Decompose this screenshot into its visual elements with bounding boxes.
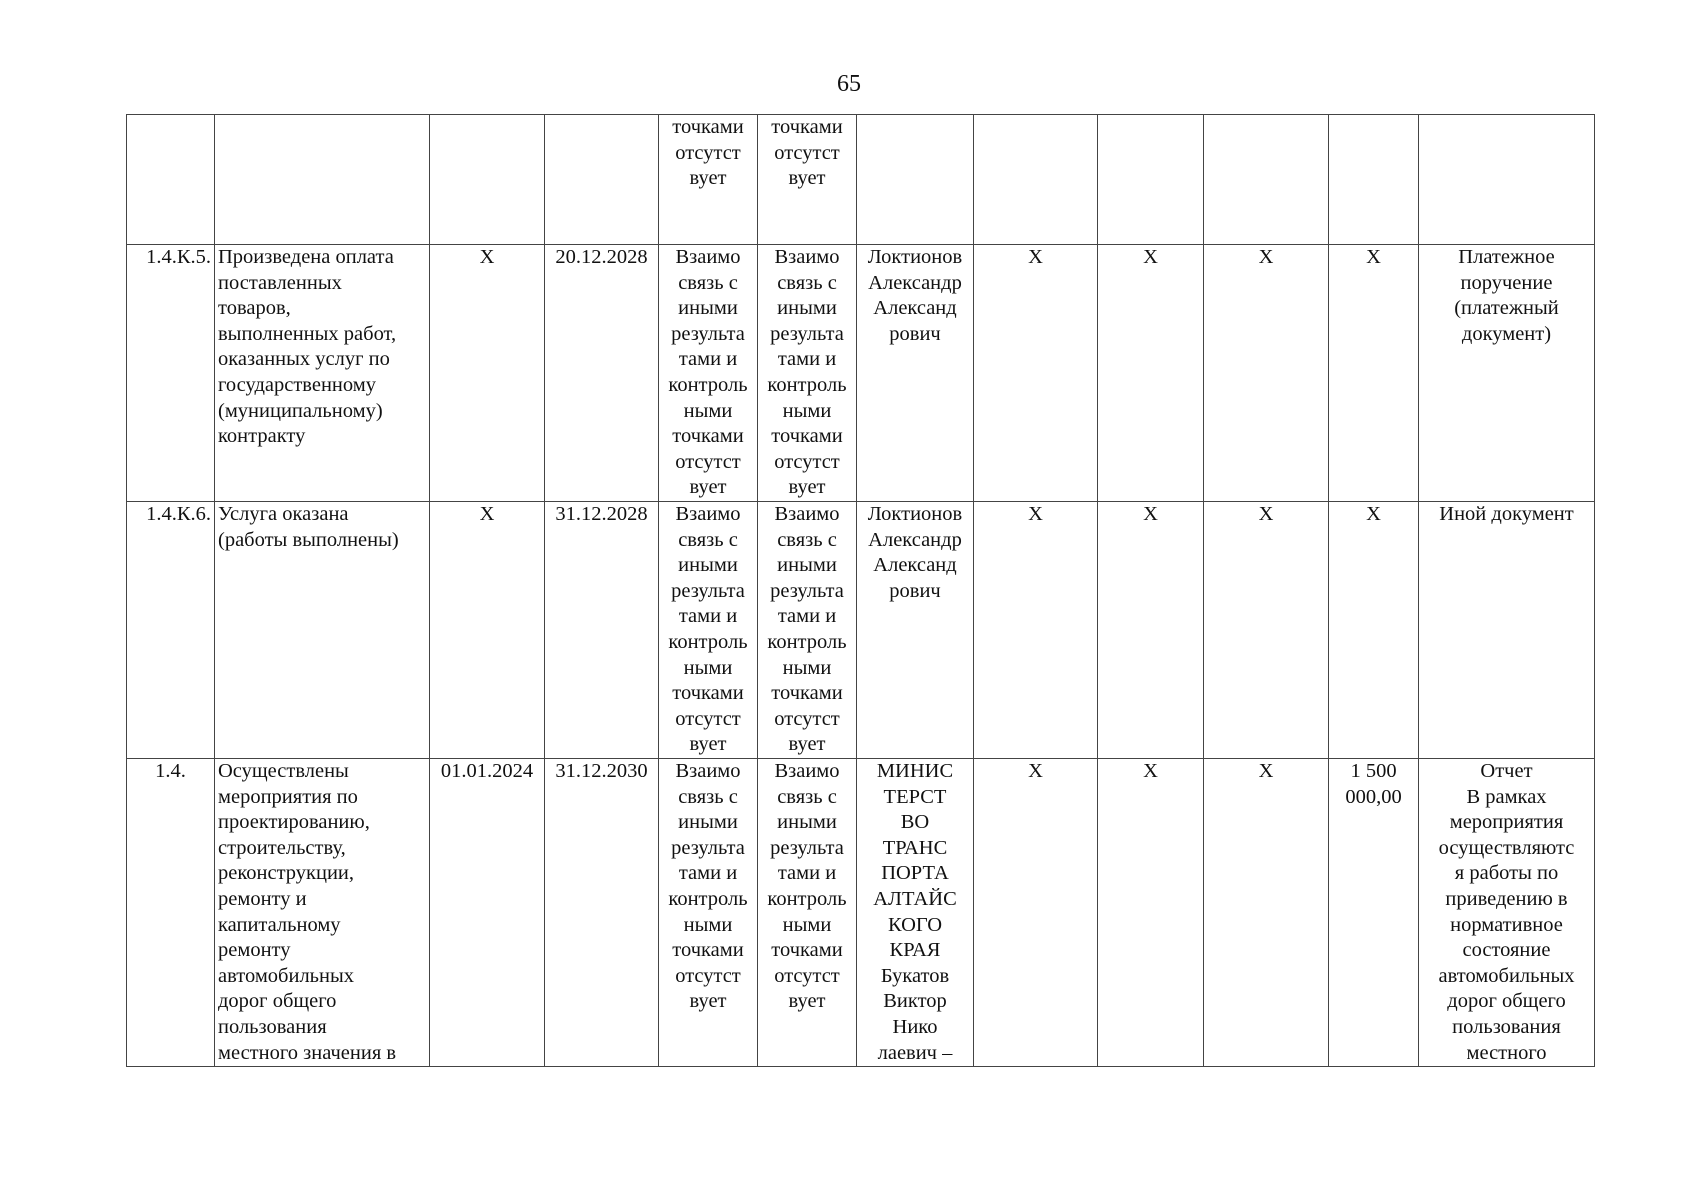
- x-cell-2: X: [1098, 245, 1204, 502]
- responsible-cell: МИНИС ТЕРСТ ВО ТРАНС ПОРТА АЛТАЙС КОГО КРАЯ Букатов Виктор Нико лаевич –: [857, 759, 974, 1067]
- start-date-cell: X: [430, 502, 545, 759]
- start-date-cell: [430, 115, 545, 245]
- page-number: 65: [837, 71, 861, 97]
- x-cell-3: X: [1204, 759, 1329, 1067]
- table-row: [127, 759, 1595, 1067]
- amount-cell: X: [1329, 245, 1419, 502]
- table-row: [127, 245, 1595, 502]
- row-number-cell: 1.4.К.5.: [127, 245, 215, 502]
- plan-table: [126, 114, 1595, 1067]
- result-name-cell: Осуществлены мероприятия по проектированию, строительству, реконструкции, ремонту и капитальному ремонту автомобильных дорог общего пользования местного значения в: [215, 759, 430, 1067]
- document-cell: Иной документ: [1419, 502, 1595, 759]
- x-cell-1: X: [974, 502, 1098, 759]
- relation-cell-2: Взаимо связь с иными результа тами и контроль ными точками отсутст вует: [758, 502, 857, 759]
- result-name-cell: [215, 115, 430, 245]
- table-row: [127, 115, 1595, 245]
- document-cell: Платежное поручение (платежный документ): [1419, 245, 1595, 502]
- responsible-cell: Локтионов Александр Александ рович: [857, 245, 974, 502]
- row-number-cell: [127, 115, 215, 245]
- responsible-cell: Локтионов Александр Александ рович: [857, 502, 974, 759]
- document-cell: [1419, 115, 1595, 245]
- x-cell-2: X: [1098, 502, 1204, 759]
- amount-cell: 1 500 000,00: [1329, 759, 1419, 1067]
- relation-cell-2: точками отсутст вует: [758, 115, 857, 245]
- relation-cell-2: Взаимо связь с иными результа тами и контроль ными точками отсутст вует: [758, 759, 857, 1067]
- end-date-cell: 20.12.2028: [545, 245, 659, 502]
- start-date-cell: 01.01.2024: [430, 759, 545, 1067]
- amount-cell: X: [1329, 502, 1419, 759]
- row-number-cell: 1.4.К.6.: [127, 502, 215, 759]
- end-date-cell: [545, 115, 659, 245]
- x-cell-1: X: [974, 245, 1098, 502]
- x-cell-2: X: [1098, 759, 1204, 1067]
- x-cell-3: X: [1204, 502, 1329, 759]
- relation-cell-1: Взаимо связь с иными результа тами и контроль ными точками отсутст вует: [659, 245, 758, 502]
- result-name-cell: Услуга оказана (работы выполнены): [215, 502, 430, 759]
- x-cell-2: [1098, 115, 1204, 245]
- relation-cell-2: Взаимо связь с иными результа тами и контроль ными точками отсутст вует: [758, 245, 857, 502]
- end-date-cell: 31.12.2030: [545, 759, 659, 1067]
- relation-cell-1: Взаимо связь с иными результа тами и контроль ными точками отсутст вует: [659, 502, 758, 759]
- relation-cell-1: Взаимо связь с иными результа тами и контроль ными точками отсутст вует: [659, 759, 758, 1067]
- table-row: [127, 502, 1595, 759]
- x-cell-1: X: [974, 759, 1098, 1067]
- x-cell-3: X: [1204, 245, 1329, 502]
- start-date-cell: X: [430, 245, 545, 502]
- relation-cell-1: точками отсутст вует: [659, 115, 758, 245]
- x-cell-1: [974, 115, 1098, 245]
- x-cell-3: [1204, 115, 1329, 245]
- result-name-cell: Произведена оплата поставленных товаров, выполненных работ, оказанных услуг по государственному (муниципальному) контракту: [215, 245, 430, 502]
- document-cell: Отчет В рамках мероприятия осуществляютс я работы по приведению в нормативное состояние автомобильных дорог общего пользования местного: [1419, 759, 1595, 1067]
- amount-cell: [1329, 115, 1419, 245]
- row-number-cell: 1.4.: [127, 759, 215, 1067]
- end-date-cell: 31.12.2028: [545, 502, 659, 759]
- responsible-cell: [857, 115, 974, 245]
